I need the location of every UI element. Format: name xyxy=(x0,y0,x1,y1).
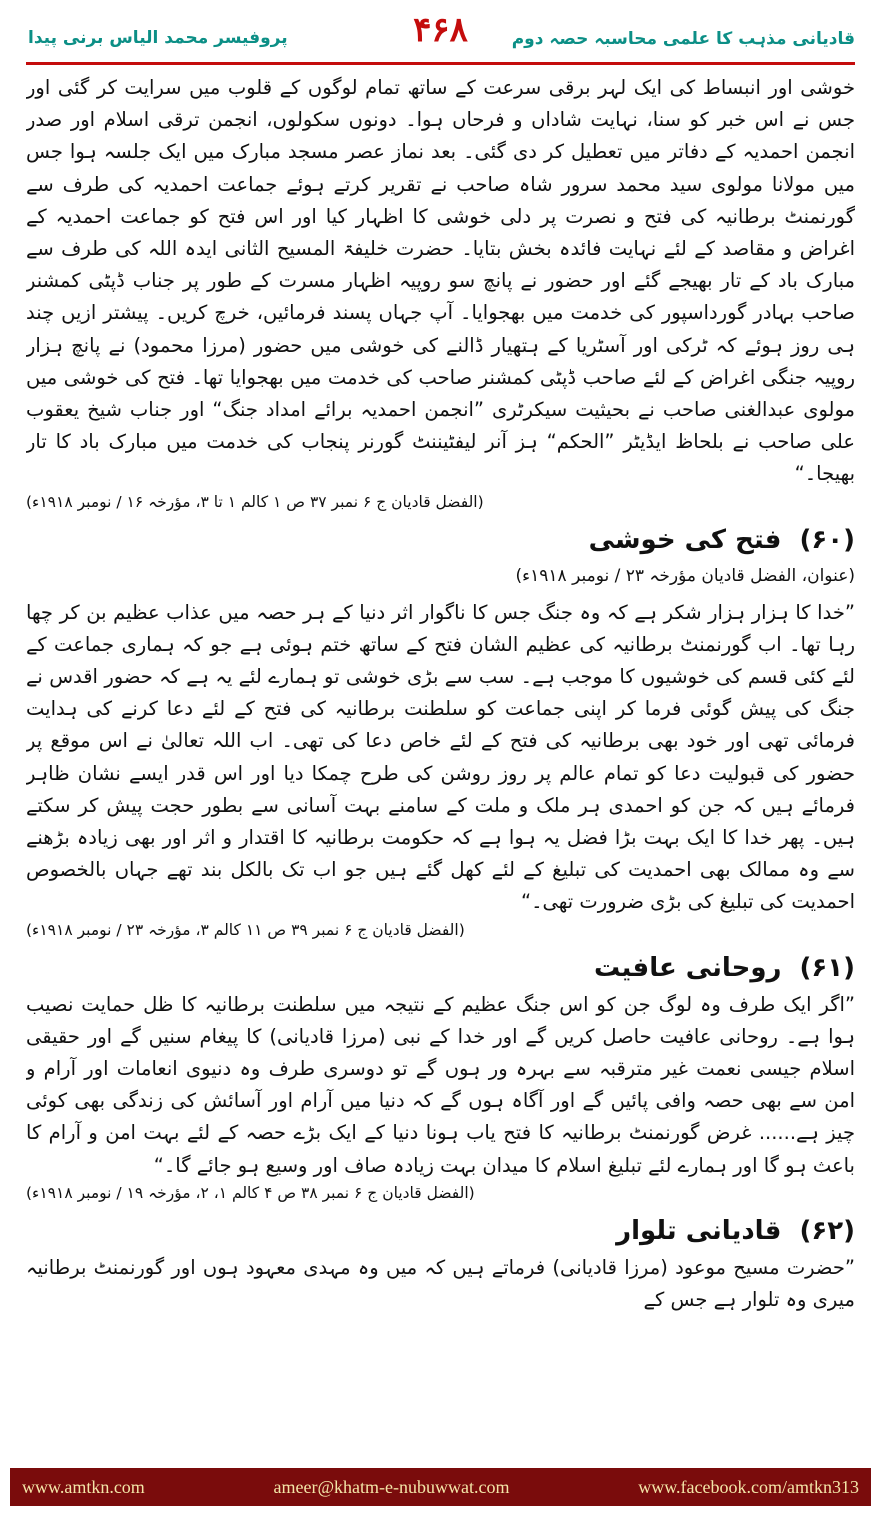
section-subtitle: (عنوان، الفضل قادیان مؤرخہ ۲۳ / نومبر ۱۹۱۸ء) xyxy=(515,565,855,586)
section-title: فتح کی خوشی xyxy=(588,524,782,555)
section-heading-62 xyxy=(26,1216,855,1246)
page-header xyxy=(0,0,881,62)
citation: (الفضل قادیان ج ۶ نمبر ۳۸ ص ۴ کالم ۱، ۲، مؤرخہ ۱۹ / نومبر ۱۹۱۸ء) xyxy=(26,1183,475,1202)
section-title: روحانی عافیت xyxy=(594,952,782,983)
citation: (الفضل قادیان ج ۶ نمبر ۳۷ ص ۱ کالم ۱ تا ۳، مؤرخہ ۱۶ / نومبر ۱۹۱۸ء) xyxy=(26,492,484,511)
book-title: قادیانی مذہب کا علمی محاسبہ حصہ دوم xyxy=(511,29,855,49)
section-title: قادیانی تلوار xyxy=(616,1215,782,1246)
author-name: پروفیسر محمد الیاس برنی پیدا xyxy=(28,28,288,48)
paragraph-text: ”خدا کا ہزار ہزار شکر ہے کہ وہ جنگ جس کا ناگوار اثر دنیا کے ہر حصہ میں عذاب عظیم بن کر چھا رہا تھا۔ اب گورنمنٹ برطانیہ کی عظیم الشان فتح کے ساتھ ختم ہوئی ہے جو کہ ہماری جماعت کے لئے کئی قسم کی خوشیوں کا موجب ہے۔ سب سے بڑی خوشی تو ہمارے لئے یہ ہے کہ حضور اقدس نے جنگ کی پیش گوئی فرما کر اپنی جماعت کو سلطنت برطانیہ کی فتح کے لئے دعا کرنے کی ہدایت فرمائی تھی اور خود بھی برطانیہ کی فتح کے لئے خاص دعا کی تھی۔ اب اللہ تعالیٰ نے اس موقع پر حضور کی قبولیت دعا کو تمام عالم پر روز روشن کی طرح چمکا دیا اور اس قدر ایسے نشان ظاہر فرمائے ہیں کہ جن کو احمدی ہر ملک و ملت کے سامنے بہت آسانی سے بطور حجت پیش کر سکتے ہیں۔ پھر خدا کا ایک بہت بڑا فضل یہ ہوا ہے کہ حکومت برطانیہ کا اقتدار و اثر اور بھی زیادہ بڑھنے سے وہ ممالک بھی احمدیت کی تبلیغ کے لئے کھل گئے ہیں جو اب تک بالکل بند تھے جہاں بالخصوص احمدیت کی تبلیغ کی بڑی ضرورت تھی۔“ xyxy=(26,600,855,914)
section-number: (۶۰) xyxy=(799,524,855,555)
paragraph-60 xyxy=(26,597,855,943)
section-heading-61 xyxy=(26,953,855,983)
header-divider xyxy=(26,62,855,65)
paragraph-62 xyxy=(26,1252,855,1316)
section-heading-60 xyxy=(26,525,855,555)
website-link[interactable]: www.amtkn.com xyxy=(22,1476,145,1497)
paragraph-intro xyxy=(26,72,855,515)
section-number: (۶۲) xyxy=(799,1215,855,1246)
page-number: ۴۶۸ xyxy=(413,10,468,50)
facebook-link[interactable]: www.facebook.com/amtkn313 xyxy=(638,1476,859,1497)
page-footer xyxy=(10,1468,871,1506)
section-number: (۶۱) xyxy=(799,952,855,983)
page-body xyxy=(26,72,855,1460)
paragraph-text: خوشی اور انبساط کی ایک لہر برقی سرعت کے ساتھ تمام لوگوں کے قلوب میں سرایت کر گئی اور جس نے اس خبر کو سنا، نہایت شاداں و فرحاں ہوا۔ دونوں سکولوں، انجمن ترقی اسلام اور صدر انجمن احمدیہ کے دفاتر میں تعطیل کر دی گئی۔ بعد نماز عصر مسجد مبارک میں ایک جلسہ ہوا جس میں مولانا مولوی سید محمد سرور شاہ صاحب نے تقریر کرتے ہوئے جماعت احمدیہ کی طرف سے گورنمنٹ برطانیہ کی فتح و نصرت پر دلی خوشی کا اظہار کیا اور اس فتح کو جماعت احمدیہ کے اغراض و مقاصد کے لئے نہایت فائدہ بخش بتایا۔ حضرت خلیفۃ المسیح الثانی ایدہ اللہ کی طرف سے مبارک باد کے تار بھیجے گئے اور حضور نے پانچ سو روپیہ اظہار مسرت کے طور پر جناب ڈپٹی کمشنر صاحب بہادر گورداسپور کی خدمت میں بھجوایا۔ آپ جہاں پسند فرمائیں، خرچ کریں۔ پیشتر ازیں چند ہی روز ہوئے کہ ٹرکی اور آسٹریا کے ہتھیار ڈالنے کی خوشی میں حضور (مرزا محمود) نے پانچ ہزار روپیہ جنگی اغراض کے لئے صاحب ڈپٹی کمشنر صاحب کی خدمت میں بھجوایا تھا۔ فتح کی خوشی میں مولوی عبدالغنی صاحب نے بحیثیت سیکرٹری ”انجمن احمدیہ برائے امداد جنگ“ اور جناب شیخ یعقوب علی صاحب نے بلحاظ ایڈیٹر ”الحکم“ ہز آنر لیفٹیننٹ گورنر پنجاب کی خدمت میں مبارک باد کا تار بھیجا۔“ xyxy=(26,76,855,486)
citation: (الفضل قادیان ج ۶ نمبر ۳۹ ص ۱۱ کالم ۳، مؤرخہ ۲۳ / نومبر ۱۹۱۸ء) xyxy=(26,920,465,939)
paragraph-text: ”اگر ایک طرف وہ لوگ جن کو اس جنگ عظیم کے نتیجہ میں سلطنت برطانیہ کا ظل حمایت نصیب ہوا ہے۔ روحانی عافیت حاصل کریں گے اور خدا کے نبی (مرزا قادیانی) کا پیغام سنیں گے اور حقیقی اسلام جیسی نعمت غیر مترقبہ سے بہرہ ور ہوں گے تو دوسری طرف وہ دنیوی انعامات اور آرام و امن سے بھی حصہ وافی پائیں گے اور آگاہ ہوں گے کہ دنیا میں آرام اور آسائش کی زندگی بھی کوئی چیز ہے...... غرض گورنمنٹ برطانیہ کا فتح یاب ہونا دنیا کے ایک بڑے حصہ کے لئے بہت امن و آرام کا باعث ہو گا اور ہمارے لئے تبلیغ اسلام کا میدان بہت زیادہ صاف اور وسیع ہو جائے گا۔“ xyxy=(26,992,855,1177)
email-link[interactable]: ameer@khatm-e-nubuwwat.com xyxy=(273,1476,510,1497)
paragraph-text: ”حضرت مسیح موعود (مرزا قادیانی) فرماتے ہیں کہ میں وہ مہدی معہود ہوں اور گورنمنٹ برطانیہ میری وہ تلوار ہے جس کے xyxy=(26,1255,855,1312)
paragraph-61 xyxy=(26,989,855,1206)
